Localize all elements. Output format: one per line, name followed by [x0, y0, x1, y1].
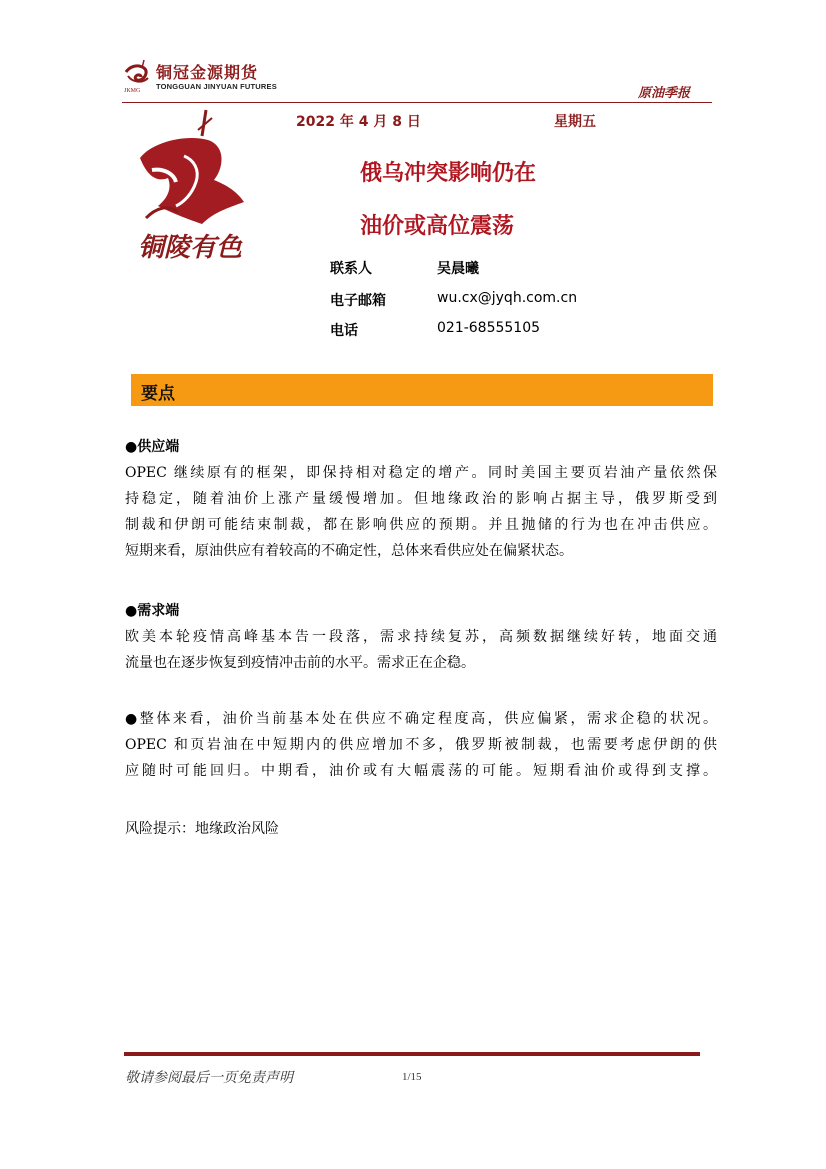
- footer-disclaimer: 敬请参阅最后一页免责声明: [125, 1070, 293, 1086]
- risk-section: [125, 816, 717, 842]
- report-weekday: 星期五: [554, 114, 596, 130]
- paragraph-line: OPEC 和页岩油在中短期内的供应增加不多，俄罗斯被制裁，也需要考虑伊朗的供: [125, 737, 717, 753]
- report-title-line2: 油价或高位震荡: [360, 214, 515, 239]
- paragraph-line: ●整体来看，油价当前基本处在供应不确定程度高，供应偏紧，需求企稳的状况。: [125, 711, 717, 727]
- footer-divider: [124, 1052, 700, 1056]
- brand-emblem: [128, 108, 268, 268]
- paragraph-line: OPEC 继续原有的框架，即保持相对稳定的增产。同时美国主要页岩油产量依然保: [125, 465, 717, 481]
- company-logo: [122, 58, 277, 98]
- demand-heading: ●需求端: [125, 603, 180, 619]
- supply-section: [125, 434, 717, 564]
- supply-heading: ●供应端: [125, 439, 180, 455]
- contact-phone-label: 电话: [330, 323, 358, 339]
- paragraph-line: 持稳定，随着油价上涨产量缓慢增加。但地缘政治的影响占据主导，俄罗斯受到: [125, 491, 717, 507]
- demand-section: [125, 598, 717, 676]
- report-type: 原油季报: [637, 86, 690, 101]
- report-title-line1: 俄乌冲突影响仍在: [360, 161, 537, 186]
- company-name-en: TONGGUAN JINYUAN FUTURES: [156, 82, 277, 91]
- svg-text:铜陵有色: 铜陵有色: [138, 233, 243, 263]
- company-name-cn: 铜冠金源期货: [156, 63, 259, 82]
- company-logo-icon: [122, 58, 154, 90]
- key-points-title: 要点: [141, 384, 175, 404]
- overall-section: [125, 706, 717, 784]
- contact-person-value: 吴晨曦: [437, 261, 479, 277]
- paragraph-line: 应随时可能回归。中期看，油价或有大幅震荡的可能。短期看油价或得到支撑。: [125, 763, 717, 779]
- paragraph-line: 短期来看，原油供应有着较高的不确定性，总体来看供应处在偏紧状态。: [125, 543, 573, 559]
- contact-person-label: 联系人: [330, 261, 372, 277]
- report-date: 2022 年 4 月 8 日: [296, 114, 421, 130]
- paragraph-line: 流量也在逐步恢复到疫情冲击前的水平。需求正在企稳。: [125, 655, 475, 671]
- brand-emblem-icon: [128, 108, 268, 268]
- company-mark: JKMG: [124, 88, 141, 94]
- header-divider: [122, 102, 712, 103]
- contact-phone-value: 021-68555105: [437, 320, 541, 336]
- paragraph-line: 欧美本轮疫情高峰基本告一段落，需求持续复苏，高频数据继续好转，地面交通: [125, 629, 717, 645]
- page-number: 1/15: [402, 1071, 422, 1083]
- paragraph-line: 制裁和伊朗可能结束制裁，都在影响供应的预期。并且抛储的行为也在冲击供应。: [125, 517, 717, 533]
- contact-email-label: 电子邮箱: [330, 293, 386, 309]
- key-points-bar: [131, 374, 713, 406]
- risk-warning: 风险提示：地缘政治风险: [125, 821, 279, 837]
- contact-email-link[interactable]: wu.cx@jyqh.com.cn: [437, 290, 578, 306]
